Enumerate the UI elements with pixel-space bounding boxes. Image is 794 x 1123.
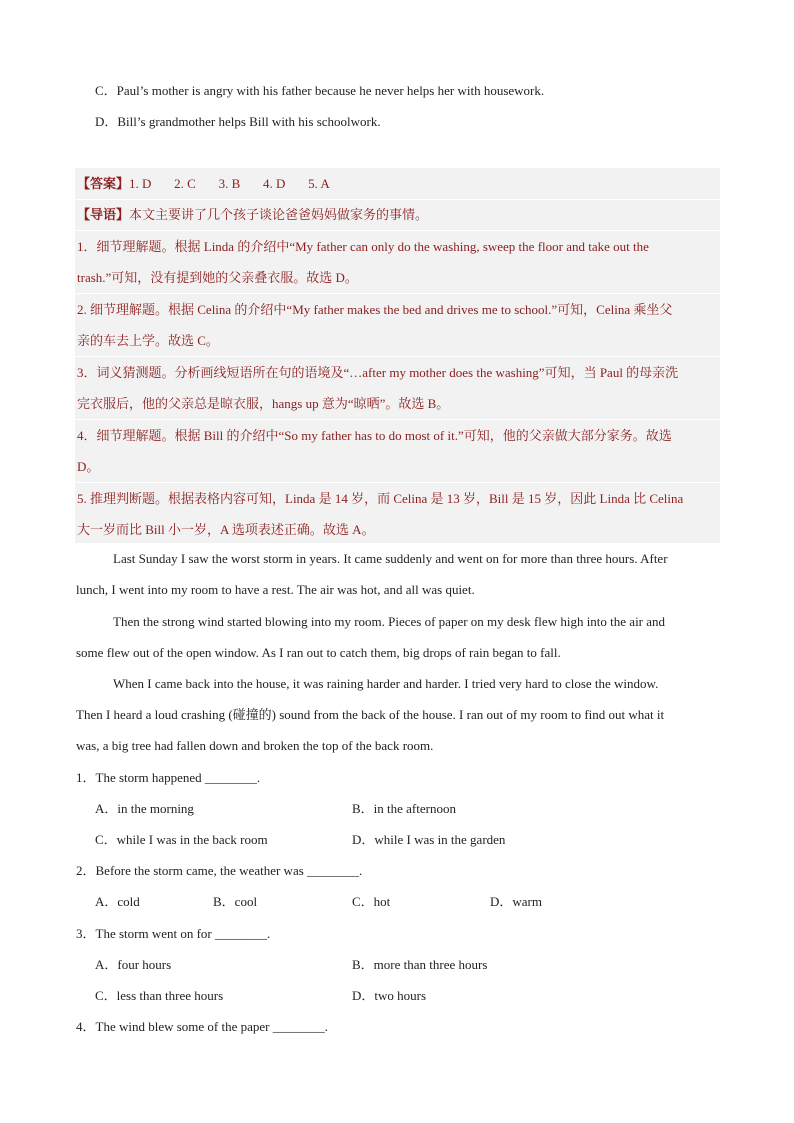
answer-row — [75, 168, 720, 198]
guide-text: 本文主要讲了几个孩子谈论爸爸妈妈做家务的事情。 — [129, 207, 429, 222]
passage-p3-line-3: was, a big tree had fallen down and broken the top of the back room. — [76, 738, 434, 753]
explanation-3-line-1: 3．词义猜测题。分析画线短语所在句的语境及“…after my mother does the washing”可知，当 Paul 的母亲洗 — [77, 365, 679, 380]
question-1-option-b[interactable]: B．in the afternoon — [352, 801, 456, 816]
question-2-stem: 2．Before the storm came, the weather was ________. — [76, 863, 363, 878]
question-2-option-d[interactable]: D．warm — [490, 894, 542, 909]
question-3-option-a[interactable]: A．four hours — [95, 957, 172, 972]
guide-label: 【导语】 — [77, 207, 130, 222]
explanation-5-line-2: 大一岁而比 Bill 小一岁，A 选项表述正确。故选 A。 — [77, 522, 375, 537]
explanation-3-line-2: 完衣服后，他的父亲总是晾衣服，hangs up 意为“晾晒”。故选 B。 — [77, 396, 450, 411]
question-3-stem: 3．The storm went on for ________. — [76, 926, 271, 941]
question-1-option-c[interactable]: C．while I was in the back room — [95, 832, 268, 847]
explanation-3 — [75, 356, 720, 419]
question-2-option-a[interactable]: A．cold — [95, 894, 140, 909]
explanation-2 — [75, 293, 720, 356]
explanation-2-line-1: 2. 细节理解题。根据 Celina 的介绍中“My father makes the bed and drives me to school.”可知，Celina 乘坐父 — [77, 302, 673, 317]
answer-label: 【答案】 — [77, 176, 130, 191]
question-3-option-b[interactable]: B．more than three hours — [352, 957, 488, 972]
explanation-1-line-1: 1．细节理解题。根据 Linda 的介绍中“My father can only do the washing, sweep the floor and take out the — [77, 239, 649, 254]
prev-option-d: D．Bill’s grandmother helps Bill with his schoolwork. — [95, 114, 381, 129]
passage-p1-line-1: Last Sunday I saw the worst storm in years. It came suddenly and went on for more than three hours. After — [113, 551, 668, 566]
answer-text: 1. D 2. C 3. B 4. D 5. A — [129, 176, 330, 191]
question-2-option-c[interactable]: C．hot — [352, 894, 391, 909]
question-3-option-d[interactable]: D．two hours — [352, 988, 427, 1003]
question-2-option-b[interactable]: B．cool — [213, 894, 258, 909]
passage-p2-line-2: some flew out of the open window. As I ran out to catch them, big drops of rain began to fall. — [76, 645, 561, 660]
question-1-option-a[interactable]: A．in the morning — [95, 801, 194, 816]
explanation-2-line-2: 亲的车去上学。故选 C。 — [77, 333, 219, 348]
question-3-option-c[interactable]: C．less than three hours — [95, 988, 224, 1003]
explanation-4-line-1: 4．细节理解题。根据 Bill 的介绍中“So my father has to do most of it.”可知，他的父亲做大部分家务。故选 — [77, 428, 672, 443]
explanation-4 — [75, 419, 720, 482]
explanation-1 — [75, 230, 720, 293]
question-1-stem: 1．The storm happened ________. — [76, 770, 261, 785]
explanation-5 — [75, 482, 720, 544]
passage-p3-line-1: When I came back into the house, it was raining harder and harder. I tried very hard to close the window. — [113, 676, 659, 691]
guide-row — [75, 199, 720, 230]
passage-p1-line-2: lunch, I went into my room to have a rest. The air was hot, and all was quiet. — [76, 582, 475, 597]
explanation-5-line-1: 5. 推理判断题。根据表格内容可知，Linda 是 14 岁，而 Celina 是 13 岁，Bill 是 15 岁，因此 Linda 比 Celina — [77, 491, 684, 506]
passage-p3-line-2: Then I heard a loud crashing (碰撞的) sound from the back of the house. I ran out of my room to find out what it — [76, 707, 665, 722]
explanation-1-line-2: trash.”可知，没有提到她的父亲叠衣服。故选 D。 — [77, 270, 358, 285]
passage-p2-line-1: Then the strong wind started blowing into my room. Pieces of paper on my desk flew high into the air and — [113, 614, 666, 629]
answer-explanation-box — [75, 168, 720, 543]
explanation-4-line-2: D。 — [77, 459, 100, 474]
question-1-option-d[interactable]: D．while I was in the garden — [352, 832, 506, 847]
prev-option-c: C．Paul’s mother is angry with his father because he never helps her with housework. — [95, 83, 545, 98]
question-4-stem: 4．The wind blew some of the paper ________. — [76, 1019, 329, 1034]
